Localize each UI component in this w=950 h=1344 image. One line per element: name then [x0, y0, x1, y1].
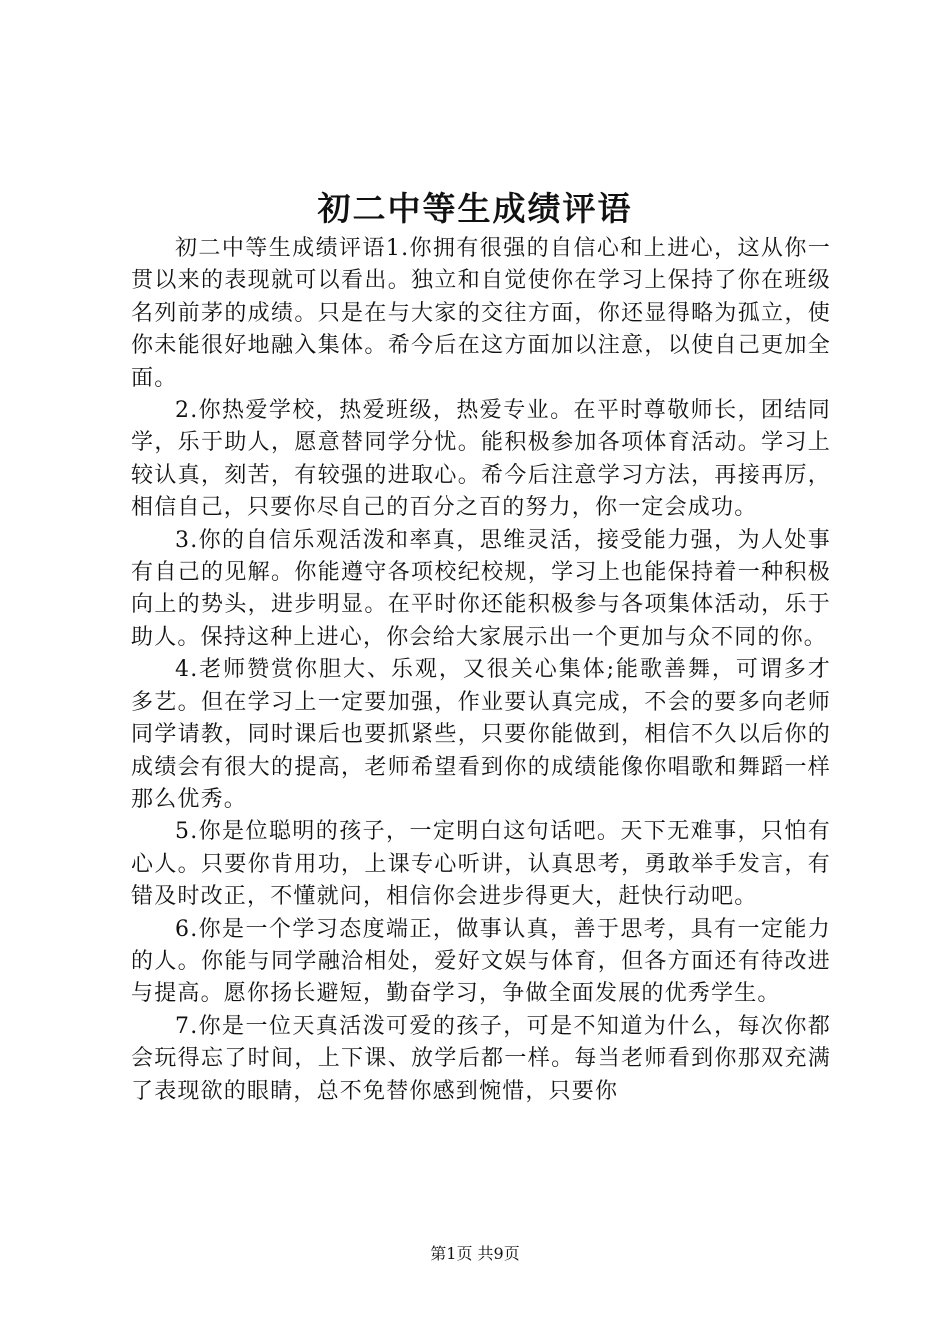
paragraph-4: 4.老师赞赏你胆大、乐观，又很关心集体;能歌善舞，可谓多才多艺。但在学习上一定要加强，作业要认真完成，不会的要多向老师同学请教，同时课后也要抓紧些，只要你能做到，相信不久以后你的成绩会有很大的提高，老师希望看到你的成绩能像你唱歌和舞蹈一样那么优秀。: [131, 657, 831, 812]
paragraph-7: 7.你是一位天真活泼可爱的孩子，可是不知道为什么，每次你都会玩得忘了时间，上下课、放学后都一样。每当老师看到你那双充满了表现欲的眼睛，总不免替你感到惋惜，只要你: [131, 1013, 831, 1104]
document-body: [131, 233, 831, 1108]
page-footer: 第1页 共9页: [430, 1244, 520, 1263]
paragraph-6: 6.你是一个学习态度端正，做事认真，善于思考，具有一定能力的人。你能与同学融洽相处，爱好文娱与体育，但各方面还有待改进与提高。愿你扬长避短，勤奋学习，争做全面发展的优秀学生。: [131, 916, 831, 1007]
paragraph-1: 初二中等生成绩评语1.你拥有很强的自信心和上进心，这从你一贯以来的表现就可以看出。独立和自觉使你在学习上保持了你在班级名列前茅的成绩。只是在与大家的交往方面，你还显得略为孤立，使你未能很好地融入集体。希今后在这方面加以注意，以使自己更加全面。: [131, 236, 831, 391]
document-title: 初二中等生成绩评语: [317, 189, 633, 228]
paragraph-2: 2.你热爱学校，热爱班级，热爱专业。在平时尊敬师长，团结同学，乐于助人，愿意替同学分忧。能积极参加各项体育活动。学习上较认真，刻苦，有较强的进取心。希今后注意学习方法，再接再厉，相信自己，只要你尽自己的百分之百的努力，你一定会成功。: [131, 398, 831, 521]
paragraph-3: 3.你的自信乐观活泼和率真，思维灵活，接受能力强，为人处事有自己的见解。你能遵守各项校纪校规，学习上也能保持着一种积极向上的势头，进步明显。在平时你还能积极参与各项集体活动，乐于助人。保持这种上进心，你会给大家展示出一个更加与众不同的你。: [131, 527, 831, 650]
paragraph-5: 5.你是位聪明的孩子，一定明白这句话吧。天下无难事，只怕有心人。只要你肯用功，上课专心听讲，认真思考，勇敢举手发言，有错及时改正，不懂就问，相信你会进步得更大，赶快行动吧。: [131, 819, 831, 910]
